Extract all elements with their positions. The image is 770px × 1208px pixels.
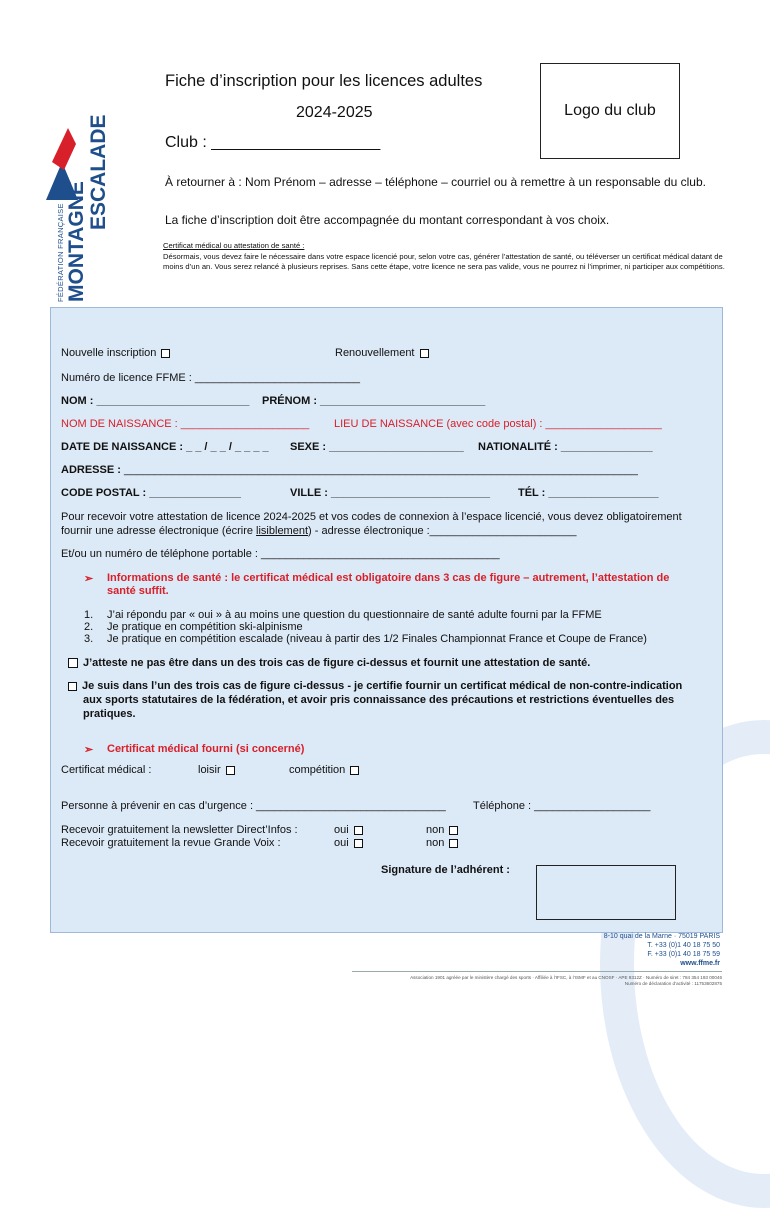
license-number-field[interactable]: Numéro de licence FFME : ___________________________ — [61, 372, 361, 384]
birth-date-field[interactable]: DATE DE NAISSANCE : _ _ / _ _ / _ _ _ _ — [61, 441, 269, 453]
season: 2024-2025 — [296, 104, 373, 121]
federation-line3: ESCALADE — [87, 114, 110, 230]
footer-address: 8-10 quai de la Marne · 75019 PARIS — [603, 933, 720, 940]
email-text-b: lisiblement — [256, 525, 309, 537]
footer-fax: F. +33 (0)1 40 18 75 59 — [647, 951, 720, 958]
attest-health-checkbox[interactable] — [68, 658, 78, 668]
signature-label: Signature de l’adhérent : — [381, 864, 510, 876]
footer-phone: T. +33 (0)1 40 18 75 50 — [647, 942, 720, 949]
email-instructions: Pour recevoir votre attestation de licence 2024-2025 et vos codes de connexion à l’espace licencié, vous devez obligatoirement — [61, 511, 682, 523]
cert-notice-title: Certificat médical ou attestation de santé : — [163, 241, 305, 250]
return-instructions: À retourner à : Nom Prénom – adresse – téléphone – courriel ou à remettre à un responsable du club. — [165, 175, 706, 189]
footer-legal — [352, 975, 722, 987]
case-num-3: 3. — [84, 633, 94, 645]
footer-divider — [352, 971, 722, 972]
medical-cert-option[interactable] — [68, 680, 682, 692]
sex-field[interactable]: SEXE : ______________________ — [290, 441, 464, 453]
health-arrow-icon: ➢ — [84, 573, 94, 585]
city-field[interactable]: VILLE : __________________________ — [290, 487, 491, 499]
newsletter-label: Recevoir gratuitement la newsletter Direct’Infos : — [61, 824, 298, 836]
case-item-1: J’ai répondu par « oui » à au moins une question du questionnaire de santé adulte fourni par la FFME — [107, 609, 602, 621]
newsletter-no-option[interactable] — [426, 824, 458, 836]
cert-arrow-icon: ➢ — [84, 744, 94, 756]
address-line: ____________________________________________________________________________________ — [123, 464, 638, 476]
cert-type-label: Certificat médical : — [61, 764, 152, 776]
club-logo-label: Logo du club — [564, 102, 656, 119]
revue-label: Recevoir gratuitement la revue Grande Voix : — [61, 837, 281, 849]
email-text-a: fournir une adresse électronique (écrire — [61, 525, 257, 537]
mobile-phone-field[interactable]: Et/ou un numéro de téléphone portable : _______________________________________ — [61, 548, 500, 560]
revue-no-checkbox[interactable] — [449, 839, 458, 848]
address-label: ADRESSE : — [61, 464, 121, 476]
newsletter-yes-option[interactable] — [334, 824, 363, 836]
club-logo-placeholder — [540, 63, 680, 159]
email-field[interactable] — [61, 525, 577, 537]
new-registration-label: Nouvelle inscription — [61, 347, 157, 359]
cert-competition-label: compétition — [289, 764, 346, 776]
health-info-title: Informations de santé : le certificat médical est obligatoire dans 3 cas de figure – autrement, l’attestation de — [107, 572, 670, 584]
newsletter-yes-checkbox[interactable] — [354, 826, 363, 835]
emergency-phone-field[interactable]: Téléphone : ___________________ — [473, 800, 651, 812]
cert-notice-text: Désormais, vous devez faire le nécessaire dans votre espace licencié pour, selon votre cas, générer l’attestation de santé, ou téléverser un certificat médical datant de moins d’un an. Vous serez relancé à plusieurs reprises. Sans cette étape, votre licence ne sera pas valide, vous ne pourrez ni l’imprimer, ni participer aux compétitions. — [163, 251, 725, 271]
newsletter-no-label: non — [426, 824, 445, 836]
birth-place-field[interactable] — [334, 418, 662, 430]
attest-health-option[interactable] — [68, 657, 590, 669]
cert-leisure-label: loisir — [198, 764, 221, 776]
postal-code-field[interactable]: CODE POSTAL : _______________ — [61, 487, 241, 499]
medical-cert-checkbox[interactable] — [68, 682, 77, 691]
signature-box[interactable] — [536, 865, 676, 920]
medical-cert-text-1: Je suis dans l’un des trois cas de figure ci-dessus - je certifie fournir un certificat médical de non-contre-indication — [82, 680, 683, 692]
health-info-title-2: santé suffit. — [107, 585, 169, 597]
federation-line2: MONTAGNE — [65, 181, 88, 302]
cert-leisure-checkbox[interactable] — [226, 766, 235, 775]
newsletter-no-checkbox[interactable] — [449, 826, 458, 835]
renewal-label: Renouvellement — [335, 347, 415, 359]
footer-contact — [604, 932, 720, 968]
revue-no-label: non — [426, 837, 445, 849]
newsletter-yes-label: oui — [334, 824, 349, 836]
page-title: Fiche d’inscription pour les licences adultes — [165, 72, 483, 90]
email-text-c: ) - adresse électronique :________________________ — [308, 525, 577, 537]
cert-competition-checkbox[interactable] — [350, 766, 359, 775]
phone-field[interactable]: TÉL : __________________ — [518, 487, 659, 499]
case-item-2: Je pratique en compétition ski-alpinisme — [107, 621, 303, 633]
cert-competition-option[interactable] — [289, 764, 359, 776]
revue-yes-checkbox[interactable] — [354, 839, 363, 848]
footer-website-link[interactable]: www.ffme.fr — [680, 960, 720, 967]
cert-provided-title: Certificat médical fourni (si concerné) — [107, 743, 305, 755]
birth-name-field[interactable]: NOM DE NAISSANCE : _____________________ — [61, 418, 310, 430]
club-field[interactable]: Club : ___________________ — [165, 134, 381, 151]
revue-no-option[interactable] — [426, 837, 458, 849]
prenom-field[interactable]: PRÉNOM : ___________________________ — [262, 395, 486, 407]
cert-notice — [163, 241, 733, 273]
attest-health-text: J’atteste ne pas être dans un des trois cas de figure ci-dessus et fournit une attestation de santé. — [83, 657, 591, 669]
case-num-1: 1. — [84, 609, 94, 621]
new-registration-option[interactable] — [61, 347, 170, 359]
footer-legal-1: Association 1901 agréée par le ministère chargé des sports · Affiliée à l’IFSC, à l’ISMF et au CNOSF · APE 9312Z · Numéro de siret : 784 354 193 00046 — [410, 975, 722, 980]
cert-leisure-option[interactable] — [198, 764, 235, 776]
renewal-option[interactable] — [335, 347, 429, 359]
revue-yes-option[interactable] — [334, 837, 363, 849]
nationality-field[interactable]: NATIONALITÉ : _______________ — [478, 441, 653, 453]
revue-yes-label: oui — [334, 837, 349, 849]
footer-legal-2: Numéro de déclaration d’activité : 11753602875 — [624, 981, 722, 986]
case-num-2: 2. — [84, 621, 94, 633]
address-field[interactable] — [61, 464, 638, 476]
medical-cert-text-2: aux sports statutaires de la fédération, et avoir pris connaissance des précautions et restrictions éventuelles des — [83, 694, 675, 706]
federation-line1: FÉDÉRATION FRANÇAISE — [56, 203, 65, 302]
case-item-3: Je pratique en compétition escalade (niveau à partir des 1/2 Finales Championnat France et Coupe de France) — [107, 633, 647, 645]
birth-place-text: LIEU DE NAISSANCE (avec code postal) : ___________________ — [334, 418, 662, 430]
medical-cert-text-3: pratiques. — [83, 708, 136, 720]
federation-logo — [38, 40, 124, 302]
emergency-contact-field[interactable]: Personne à prévenir en cas d’urgence : _______________________________ — [61, 800, 446, 812]
renewal-checkbox[interactable] — [420, 349, 429, 358]
new-registration-checkbox[interactable] — [161, 349, 170, 358]
payment-note: La fiche d’inscription doit être accompagnée du montant correspondant à vos choix. — [165, 213, 610, 227]
nom-field[interactable]: NOM : _________________________ — [61, 395, 250, 407]
